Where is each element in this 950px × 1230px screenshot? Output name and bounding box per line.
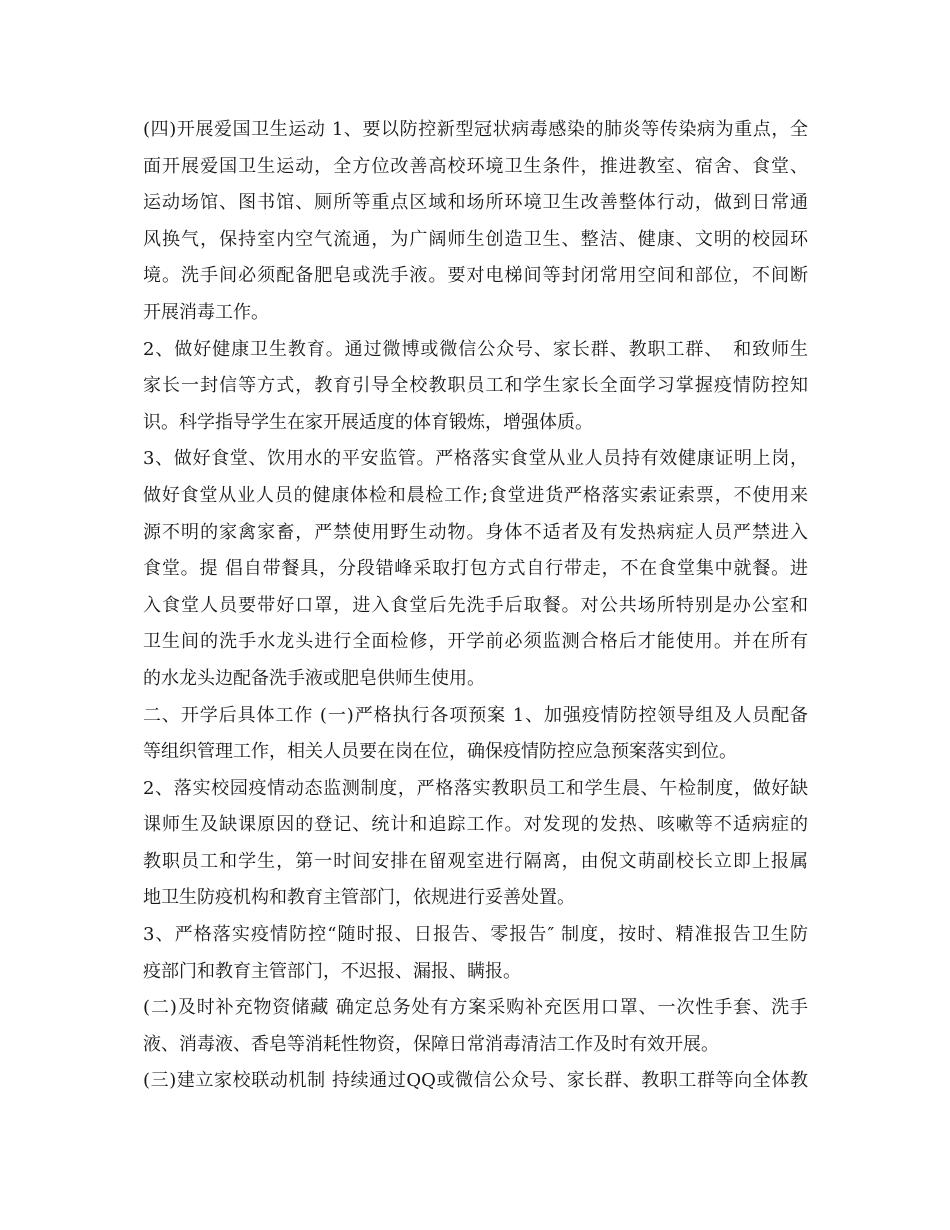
text-line: 卫生间的洗手水龙头进行全面检修，开学前必须监测合格后才能使用。并在所有 bbox=[143, 631, 808, 653]
text-line: 家长一封信等方式，教育引导全校教职员工和学生家长全面学习掌握疫情防控知 bbox=[143, 375, 808, 397]
text-line: 3、做好食堂、饮用水的平安监管。严格落实食堂从业人员持有效健康证明上岗， bbox=[143, 448, 808, 470]
text-line: 入食堂人员要带好口罩，进入食堂后先洗手后取餐。对公共场所特别是办公室和 bbox=[143, 594, 808, 616]
paragraph-monitoring-system bbox=[143, 771, 808, 917]
text-line: (三)建立家校联动机制 持续通过QQ或微信公众号、家长群、教职工群等向全体教 bbox=[143, 1070, 808, 1092]
text-line: 食堂。提 倡自带餐具，分段错峰采取打包方式自行带走，不在食堂集中就餐。进 bbox=[143, 558, 808, 580]
text-line: 识。科学指导学生在家开展适度的体育锻炼，增强体质。 bbox=[143, 411, 593, 433]
text-line: 疫部门和教育主管部门，不迟报、漏报、瞒报。 bbox=[143, 960, 521, 982]
text-line: 面开展爱国卫生运动，全方位改善高校环境卫生条件，推进教室、宿舍、食堂、 bbox=[143, 155, 808, 177]
text-line: 运动场馆、图书馆、厕所等重点区域和场所环境卫生改善整体行动，做到日常通 bbox=[143, 192, 808, 214]
document-body bbox=[143, 112, 808, 1100]
text-line: 风换气，保持室内空气流通，为广阔师生创造卫生、整洁、健康、文明的校园环 bbox=[143, 228, 808, 250]
text-line: 做好食堂从业人员的健康体检和晨检工作;食堂进货严格落实索证索票，不使用来 bbox=[143, 484, 808, 506]
paragraph-health-education bbox=[143, 332, 808, 442]
paragraph-patriotic-hygiene bbox=[143, 112, 808, 332]
text-line: 3、严格落实疫情防控“随时报、日报告、零报告″ 制度，按时、精准报告卫生防 bbox=[143, 924, 808, 946]
paragraph-supplies-reserve bbox=[143, 990, 808, 1063]
paragraph-home-school-linkage bbox=[143, 1063, 808, 1100]
paragraph-after-school-start bbox=[143, 698, 808, 771]
text-line: 教职员工和学生，第一时间安排在留观室进行隔离，由倪文萌副校长立即上报属 bbox=[143, 850, 808, 872]
text-line: 2、做好健康卫生教育。通过微博或微信公众号、家长群、教职工群、 和致师生 bbox=[143, 338, 808, 360]
paragraph-reporting-system bbox=[143, 917, 808, 990]
paragraph-canteen-supervision bbox=[143, 441, 808, 697]
text-line: (二)及时补充物资储藏 确定总务处有方案采购补充医用口罩、一次性手套、洗手 bbox=[143, 997, 808, 1019]
text-line: 开展消毒工作。 bbox=[143, 301, 269, 323]
text-line: 2、落实校园疫情动态监测制度，严格落实教职员工和学生晨、午检制度，做好缺 bbox=[143, 777, 808, 799]
text-line: 课师生及缺课原因的登记、统计和追踪工作。对发现的发热、咳嗽等不适病症的 bbox=[143, 814, 808, 836]
text-line: 二、开学后具体工作 (一)严格执行各项预案 1、加强疫情防控领导组及人员配备 bbox=[143, 704, 808, 726]
text-line: 境。洗手间必须配备肥皂或洗手液。要对电梯间等封闭常用空间和部位，不间断 bbox=[143, 265, 808, 287]
text-line: 地卫生防疫机构和教育主管部门，依规进行妥善处置。 bbox=[143, 887, 575, 909]
text-line: 等组织管理工作，相关人员要在岗在位，确保疫情防控应急预案落实到位。 bbox=[143, 741, 737, 763]
text-line: 源不明的家禽家畜，严禁使用野生动物。身体不适者及有发热病症人员严禁进入 bbox=[143, 521, 808, 543]
text-line: 液、消毒液、香皂等消耗性物资，保障日常消毒清洁工作及时有效开展。 bbox=[143, 1033, 719, 1055]
text-line: 的水龙头边配备洗手液或肥皂供师生使用。 bbox=[143, 667, 485, 689]
text-line: (四)开展爱国卫生运动 1、要以防控新型冠状病毒感染的肺炎等传染病为重点，全 bbox=[143, 119, 808, 140]
